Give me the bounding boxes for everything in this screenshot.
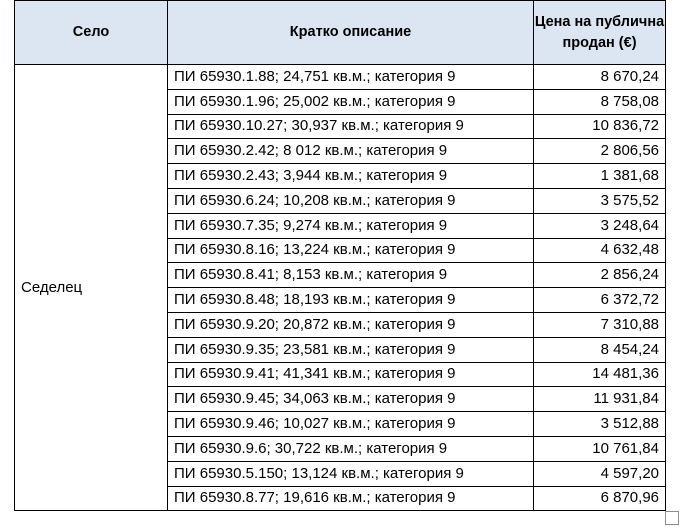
description-cell: ПИ 65930.9.35; 23,581 кв.м.; категория 9 <box>168 337 534 362</box>
description-cell: ПИ 65930.5.150; 13,124 кв.м.; категория 9 <box>168 461 534 486</box>
price-cell: 8 454,24 <box>534 337 666 362</box>
price-cell: 3 575,52 <box>534 188 666 213</box>
description-cell: ПИ 65930.9.46; 10,027 кв.м.; категория 9 <box>168 412 534 437</box>
village-cell: Седелец <box>15 65 168 511</box>
price-cell: 6 372,72 <box>534 288 666 313</box>
description-cell: ПИ 65930.6.24; 10,208 кв.м.; категория 9 <box>168 188 534 213</box>
price-cell: 6 870,96 <box>534 486 666 511</box>
description-cell: ПИ 65930.2.43; 3,944 кв.м.; категория 9 <box>168 164 534 189</box>
description-cell: ПИ 65930.1.96; 25,002 кв.м.; категория 9 <box>168 89 534 114</box>
description-cell: ПИ 65930.9.41; 41,341 кв.м.; категория 9 <box>168 362 534 387</box>
header-description: Кратко описание <box>168 1 534 65</box>
description-cell: ПИ 65930.2.42; 8 012 кв.м.; категория 9 <box>168 139 534 164</box>
price-cell: 8 758,08 <box>534 89 666 114</box>
price-cell: 3 248,64 <box>534 213 666 238</box>
description-cell: ПИ 65930.8.16; 13,224 кв.м.; категория 9 <box>168 238 534 263</box>
table-header-row <box>15 1 666 65</box>
description-cell: ПИ 65930.9.45; 34,063 кв.м.; категория 9 <box>168 387 534 412</box>
price-cell: 10 836,72 <box>534 114 666 139</box>
price-cell: 14 481,36 <box>534 362 666 387</box>
description-cell: ПИ 65930.9.20; 20,872 кв.м.; категория 9 <box>168 312 534 337</box>
price-cell: 4 632,48 <box>534 238 666 263</box>
description-cell: ПИ 65930.8.41; 8,153 кв.м.; категория 9 <box>168 263 534 288</box>
description-cell: ПИ 65930.10.27; 30,937 кв.м.; категория 9 <box>168 114 534 139</box>
price-cell: 2 856,24 <box>534 263 666 288</box>
price-cell: 7 310,88 <box>534 312 666 337</box>
description-cell: ПИ 65930.8.77; 19,616 кв.м.; категория 9 <box>168 486 534 511</box>
price-cell: 10 761,84 <box>534 436 666 461</box>
land-auction-table <box>14 0 666 511</box>
description-cell: ПИ 65930.8.48; 18,193 кв.м.; категория 9 <box>168 288 534 313</box>
table-row <box>15 65 666 90</box>
paragraph-mark-box <box>665 511 679 525</box>
price-cell: 11 931,84 <box>534 387 666 412</box>
price-cell: 1 381,68 <box>534 164 666 189</box>
price-cell: 3 512,88 <box>534 412 666 437</box>
price-cell: 2 806,56 <box>534 139 666 164</box>
header-village: Село <box>15 1 168 65</box>
header-price: Цена на публична продан (€) <box>534 1 666 65</box>
price-cell: 8 670,24 <box>534 65 666 90</box>
description-cell: ПИ 65930.1.88; 24,751 кв.м.; категория 9 <box>168 65 534 90</box>
price-cell: 4 597,20 <box>534 461 666 486</box>
description-cell: ПИ 65930.9.6; 30,722 кв.м.; категория 9 <box>168 436 534 461</box>
description-cell: ПИ 65930.7.35; 9,274 кв.м.; категория 9 <box>168 213 534 238</box>
table-body <box>15 65 666 511</box>
